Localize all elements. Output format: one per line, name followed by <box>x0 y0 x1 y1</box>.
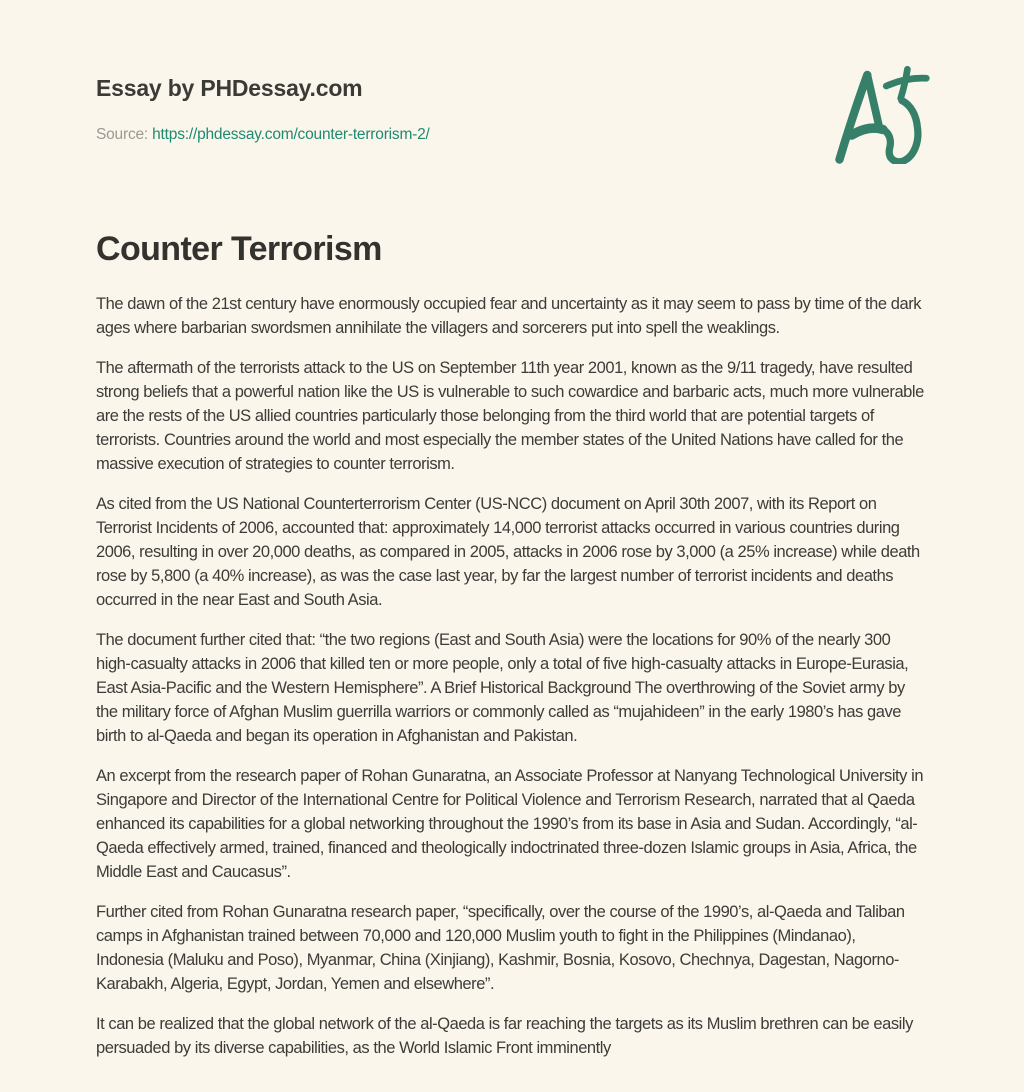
essay-paragraph: It can be realized that the global network of the al-Qaeda is far reaching the targets as its Muslim brethren can be easily persuaded by its diverse capabilities, as the World Islamic Front imminently <box>96 1015 913 1057</box>
essay-paragraph: The document further cited that: “the two regions (East and South Asia) were the locations for 90% of the nearly 300 high-casualty attacks in 2006 that killed ten or more people, only a total of five high-casualty attacks in Europe-Eurasia, East Asia-Pacific and the Western Hemisphere”. A Brief Historical Background The overthrowing of the Soviet army by the military force of Afghan Muslim guerrilla warriors or commonly called as “mujahideen” in the early 1980’s has gave birth to al-Qaeda and began its operation in Afghanistan and Pakistan. <box>96 631 909 745</box>
source-label: Source: <box>96 126 149 143</box>
site-header-title: Essay by PHDessay.com <box>96 75 363 101</box>
essay-title: Counter Terrorism <box>96 230 382 268</box>
essay-body <box>96 292 926 1060</box>
essay-paragraph: The dawn of the 21st century have enormously occupied fear and uncertainty as it may seem to pass by time of the dark ages where barbarian swordsmen annihilate the villagers and sorcerers put into spell the weaklings. <box>96 295 922 337</box>
essay-paragraph: As cited from the US National Counterterrorism Center (US-NCC) document on April 30th 2007, with its Report on Terrorist Incidents of 2006, accounted that: approximately 14,000 terrorist attacks occurred in various countries during 2006, resulting in over 20,000 deaths, as compared in 2005, attacks in 2006 rose by 3,000 (a 25% increase) while death rose by 5,800 (a 40% increase), as was the case last year, by far the largest number of terrorist incidents and deaths occurred in the near East and South Asia. <box>96 495 920 609</box>
content-column <box>96 74 926 1076</box>
source-link[interactable]: https://phdessay.com/counter-terrorism-2/ <box>152 126 430 143</box>
essay-paragraph: An excerpt from the research paper of Rohan Gunaratna, an Associate Professor at Nanyang Technological University in Singapore and Director of the International Centre for Political Violence and Terrorism Research, narrated that al Qaeda enhanced its capabilities for a global networking throughout the 1990’s from its base in Asia and Sudan. Accordingly, “al-Qaeda effectively armed, trained, financed and theologically indoctrinated three-dozen Islamic groups in Asia, Africa, the Middle East and Caucasus”. <box>96 767 924 881</box>
essay-paragraph: The aftermath of the terrorists attack to the US on September 11th year 2001, known as the 9/11 tragedy, have resulted strong beliefs that a powerful nation like the US is vulnerable to such cowardice and barbaric acts, much more vulnerable are the rests of the US allied countries particularly those belonging from the third world that are potential targets of terrorists. Countries around the world and most especially the member states of the United Nations have called for the massive execution of strategies to counter terrorism. <box>96 359 924 473</box>
source-line <box>96 126 926 144</box>
essay-paragraph: Further cited from Rohan Gunaratna research paper, “specifically, over the course of the 1990’s, al-Qaeda and Taliban camps in Afghanistan trained between 70,000 and 120,000 Muslim youth to fight in the Philippines (Mindanao), Indonesia (Maluku and Poso), Myanmar, China (Xinjiang), Kashmir, Bosnia, Kosovo, Chechnya, Dagestan, Nagorno-Karabakh, Algeria, Egypt, Jordan, Yemen and elsewhere”. <box>96 903 905 993</box>
